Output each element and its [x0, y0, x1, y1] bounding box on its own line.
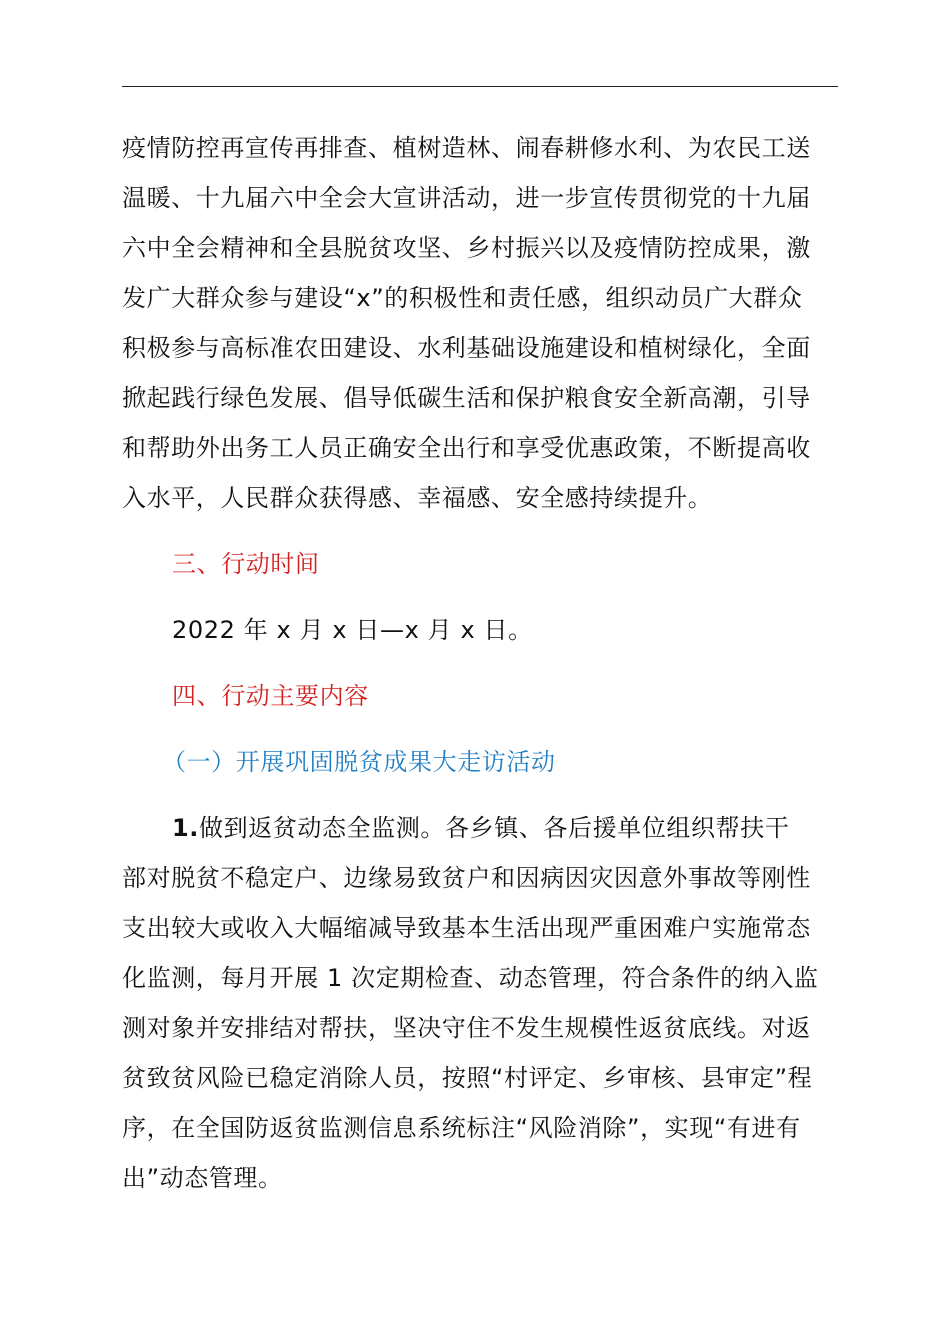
section-4-heading: 四、行动主要内容 — [172, 682, 369, 710]
paragraph-line: 入水平，人民群众获得感、幸福感、安全感持续提升。 — [122, 484, 713, 512]
paragraph-line: 六中全会精神和全县脱贫攻坚、乡村振兴以及疫情防控成果，激 — [122, 234, 811, 262]
item-1-first-line — [172, 812, 892, 844]
paragraph-line: 和帮助外出务工人员正确安全出行和享受优惠政策，不断提高收 — [122, 434, 811, 462]
item-1-number: 1. — [172, 814, 200, 842]
paragraph-line: 测对象并安排结对帮扶，坚决守住不发生规模性返贫底线。对返 — [122, 1014, 811, 1042]
paragraph-line: 积极参与高标准农田建设、水利基础设施建设和植树绿化，全面 — [122, 334, 811, 362]
paragraph-line: 发广大群众参与建设“x”的积极性和责任感，组织动员广大群众 — [122, 284, 803, 312]
section-3-heading: 三、行动时间 — [172, 550, 320, 578]
item-1-title: 做到返贫动态全监测。各乡镇、各后援单位组织帮扶干 — [199, 814, 790, 842]
section-4-subheading: （一）开展巩固脱贫成果大走访活动 — [162, 748, 556, 776]
paragraph-line: 出”动态管理。 — [122, 1164, 283, 1192]
paragraph-line: 疫情防控再宣传再排查、植树造林、闹春耕修水利、为农民工送 — [122, 134, 811, 162]
paragraph-line: 支出较大或收入大幅缩减导致基本生活出现严重困难户实施常态 — [122, 914, 811, 942]
paragraph-line: 温暖、十九届六中全会大宣讲活动，进一步宣传贯彻党的十九届 — [122, 184, 811, 212]
action-date: 2022 年 x 月 x 日—x 月 x 日。 — [172, 616, 533, 644]
paragraph-line: 化监测，每月开展 1 次定期检查、动态管理，符合条件的纳入监 — [122, 964, 819, 992]
paragraph-line: 序，在全国防返贫监测信息系统标注“风险消除”，实现“有进有 — [122, 1114, 801, 1142]
header-rule — [122, 86, 838, 87]
paragraph-line: 掀起践行绿色发展、倡导低碳生活和保护粮食安全新高潮，引导 — [122, 384, 811, 412]
paragraph-line: 部对脱贫不稳定户、边缘易致贫户和因病因灾因意外事故等刚性 — [122, 864, 811, 892]
paragraph-line: 贫致贫风险已稳定消除人员，按照“村评定、乡审核、县审定”程 — [122, 1064, 813, 1092]
